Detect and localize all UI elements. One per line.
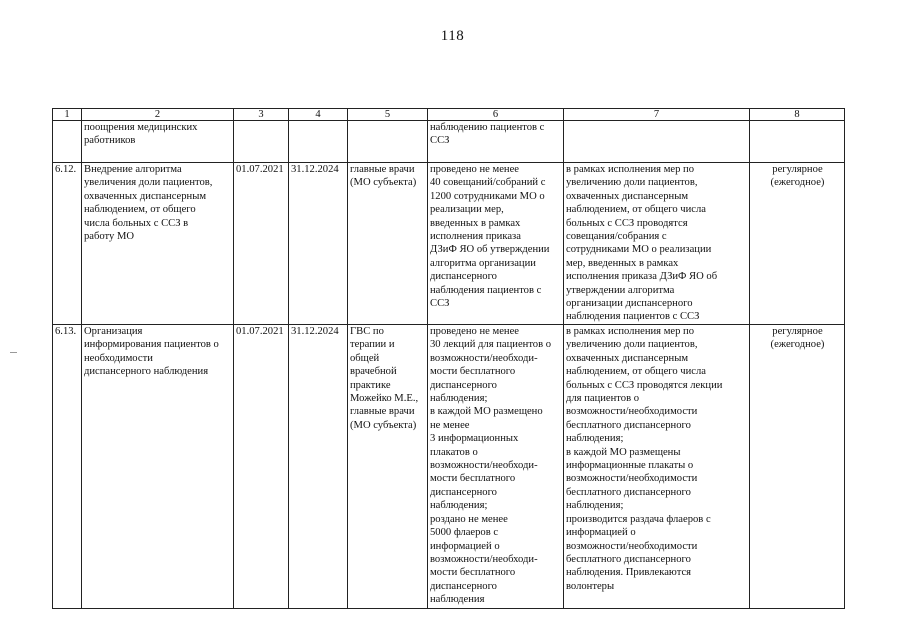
cell-activity: поощрения медицинских работников [82,121,234,163]
column-number: 3 [234,109,289,121]
column-number-row [53,109,845,121]
cell-start-date: 01.07.2021 [234,325,289,609]
column-number: 1 [53,109,82,121]
cell-num [53,121,82,163]
cell-responsible: ГВС по терапии и общей врачебной практике Можейко М.Е., главные врачи (МО субъекта) [348,325,428,609]
column-number: 8 [750,109,845,121]
cell-frequency: регулярное (ежегодное) [750,163,845,325]
cell-num: 6.12. [53,163,82,325]
column-number: 4 [289,109,348,121]
table-row [53,163,845,325]
cell-indicator: проведено не менее 30 лекций для пациентов о возможности/необходи- мости бесплатного диспансерного наблюдения; в каждой МО размещено не менее 3 информационных плакатов о возможности/необходи- мости бесплатного диспансерного наблюдения; роздано не менее 5000 флаеров с информацией о возможности/необходи- мости бесплатного диспансерного наблюдения [428,325,564,609]
cell-responsible: главные врачи (МО субъекта) [348,163,428,325]
column-number: 2 [82,109,234,121]
cell-result [564,121,750,163]
cell-frequency [750,121,845,163]
table-row-continuation [53,121,845,163]
activities-table [52,108,845,609]
cell-end-date: 31.12.2024 [289,325,348,609]
margin-mark [10,352,17,353]
cell-start-date [234,121,289,163]
cell-indicator: наблюдению пациентов с ССЗ [428,121,564,163]
table-row [53,325,845,609]
page-number: 118 [440,28,465,44]
cell-indicator: проведено не менее 40 совещаний/собраний с 1200 сотрудниками МО о реализации мер, введенных в рамках исполнения приказа ДЗиФ ЯО об утверждении алгоритма организации диспансерного наблюдения пациентов с ССЗ [428,163,564,325]
cell-activity: Внедрение алгоритма увеличения доли пациентов, охваченных диспансерным наблюдением, от общего числа больных с ССЗ в работу МО [82,163,234,325]
cell-end-date [289,121,348,163]
column-number: 7 [564,109,750,121]
cell-responsible [348,121,428,163]
cell-activity: Организация информирования пациентов о необходимости диспансерного наблюдения [82,325,234,609]
cell-frequency: регулярное (ежегодное) [750,325,845,609]
cell-result: в рамках исполнения мер по увеличению доли пациентов, охваченных диспансерным наблюдением, от общего числа больных с ССЗ проводятся совещания/собрания с сотрудниками МО о реализации мер, введенных в рамках исполнения приказа ДЗиФ ЯО об утверждении алгоритма организации диспансерного наблюдения пациентов с ССЗ [564,163,750,325]
column-number: 6 [428,109,564,121]
column-number: 5 [348,109,428,121]
cell-start-date: 01.07.2021 [234,163,289,325]
cell-result: в рамках исполнения мер по увеличению доли пациентов, охваченных диспансерным наблюдением, от общего числа больных с ССЗ проводятся лекции для пациентов о возможности/необходимости бесплатного диспансерного наблюдения; в каждой МО размещены информационные плакаты о возможности/необходимости бесплатного диспансерного наблюдения; производится раздача флаеров с информацией о возможности/необходимости бесплатного диспансерного наблюдения. Привлекаются волонтеры [564,325,750,609]
cell-num: 6.13. [53,325,82,609]
cell-end-date: 31.12.2024 [289,163,348,325]
